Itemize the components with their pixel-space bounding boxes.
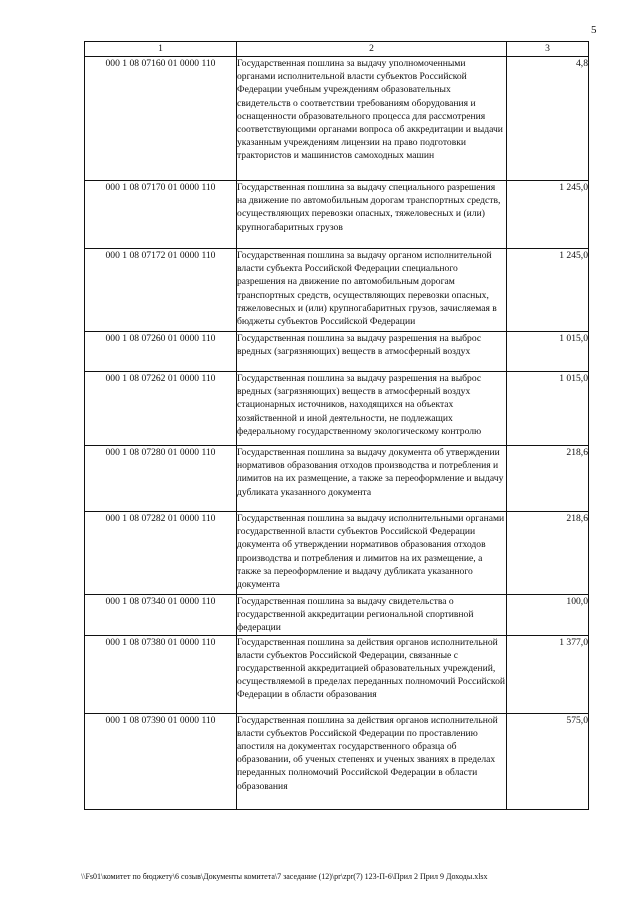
revenue-description: Государственная пошлина за выдачу документа об утверждении нормативов образования отходов производства и потребления и лимитов на их размещение, а также за переоформление и выдачу дубликата указанного документа [237,446,507,512]
table-row [85,249,589,332]
budget-code: 000 1 08 07262 01 0000 110 [85,372,237,446]
page-number: 5 [591,24,597,36]
amount-value: 1 015,0 [507,372,589,446]
revenue-description: Государственная пошлина за выдачу специального разрешения на движение по автомобильным дорогам транспортных средств, осуществляющих перевозки опасных, тяжеловесных и (или) крупногабаритных грузов [237,181,507,249]
column-header-amount: 3 [507,42,589,57]
column-header-code: 1 [85,42,237,57]
table-row [85,635,589,713]
amount-value: 575,0 [507,713,589,809]
budget-code: 000 1 08 07280 01 0000 110 [85,446,237,512]
revenue-description: Государственная пошлина за выдачу разрешения на выброс вредных (загрязняющих) веществ в атмосферный воздух [237,332,507,372]
revenue-description: Государственная пошлина за выдачу разрешения на выброс вредных (загрязняющих) веществ в атмосферный воздух стационарных источников, находящихся на объектах хозяйственной и иной деятельности, не подлежащих федеральному государственному экологическому контролю [237,372,507,446]
column-header-description: 2 [237,42,507,57]
revenue-description: Государственная пошлина за выдачу свидетельства о государственной аккредитации региональной спортивной федерации [237,595,507,636]
amount-value: 4,8 [507,57,589,181]
budget-code: 000 1 08 07160 01 0000 110 [85,57,237,181]
table-row [85,446,589,512]
table-row [85,595,589,636]
amount-value: 100,0 [507,595,589,636]
table-row [85,57,589,181]
revenue-description: Государственная пошлина за действия органов исполнительной власти субъектов Российской Федерации, связанные с государственной аккредитацией образовательных учреждений, осуществляемой в пределах переданных полномочий Российской Федерации в области образования [237,635,507,713]
table-row [85,181,589,249]
table-row [85,512,589,595]
revenue-description: Государственная пошлина за действия органов исполнительной власти субъектов Российской Федерации по проставлению апостиля на документах государственного образца об образовании, об ученых степенях и ученых званиях в пределах переданных полномочий Российской Федерации в области образования [237,713,507,809]
file-path-footer: \\Fs01\комитет по бюджету\6 созыв\Документы комитета\7 заседание (12)\pr\zpr(7) 123-П-6\Прил 2 Прил 9 Доходы.xlsx [81,872,488,881]
amount-value: 218,6 [507,512,589,595]
table-row [85,713,589,809]
amount-value: 1 245,0 [507,249,589,332]
table-row [85,332,589,372]
budget-code: 000 1 08 07380 01 0000 110 [85,635,237,713]
amount-value: 1 015,0 [507,332,589,372]
table-header-row [85,42,589,57]
amount-value: 218,6 [507,446,589,512]
budget-code: 000 1 08 07340 01 0000 110 [85,595,237,636]
amount-value: 1 377,0 [507,635,589,713]
budget-code: 000 1 08 07260 01 0000 110 [85,332,237,372]
revenue-description: Государственная пошлина за выдачу уполномоченными органами исполнительной власти субъектов Российской Федерации учебным учреждениям образовательных свидетельств о соответствии требованиям оборудования и оснащенности образовательного процесса для рассмотрения соответствующими органами вопроса об аккредитации и выдачи указанным учреждениям лицензии на право подготовки трактористов и машинистов самоходных машин [237,57,507,181]
revenue-description: Государственная пошлина за выдачу исполнительными органами государственной власти субъектов Российской Федерации документа об утверждении нормативов образования отходов производства и потребления и лимитов на их размещение, а также за переоформление и выдачу дубликата указанного документа [237,512,507,595]
budget-code: 000 1 08 07172 01 0000 110 [85,249,237,332]
revenue-table [84,41,589,810]
table-row [85,372,589,446]
budget-code: 000 1 08 07390 01 0000 110 [85,713,237,809]
budget-code: 000 1 08 07282 01 0000 110 [85,512,237,595]
revenue-description: Государственная пошлина за выдачу органом исполнительной власти субъекта Российской Федерации специального разрешения на движение по автомобильным дорогам транспортных средств, осуществляющих перевозки опасных, тяжеловесных и (или) крупногабаритных грузов, зачисляемая в бюджеты субъектов Российской Федерации [237,249,507,332]
amount-value: 1 245,0 [507,181,589,249]
budget-code: 000 1 08 07170 01 0000 110 [85,181,237,249]
